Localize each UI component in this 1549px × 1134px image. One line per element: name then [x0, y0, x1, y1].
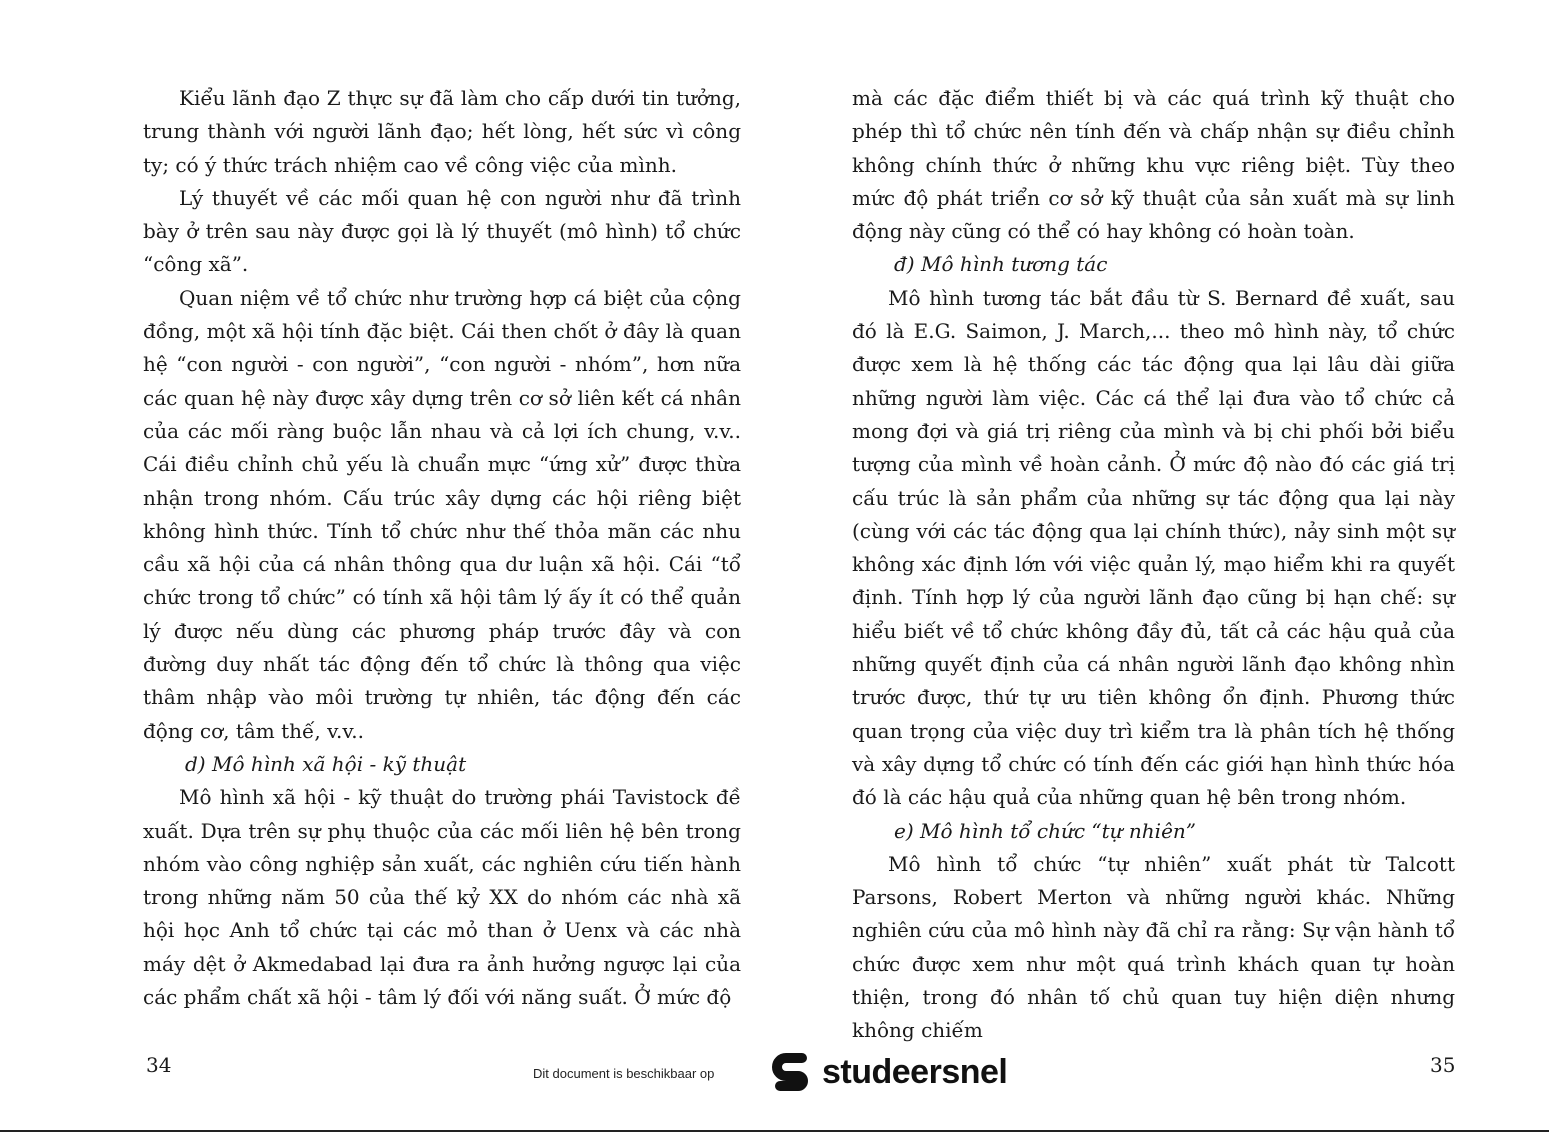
left-paragraph-3: Quan niệm về tổ chức như trường hợp cá biệt của cộng đồng, một xã hội tính đặc biệt. Cái then chốt ở đây là quan hệ “con người - con người”, “con người - nhóm”, hơn nữa các quan hệ này được xây dựng trên cơ sở liên kết cá nhân của các mối ràng buộc lẫn nhau và cả lợi ích chung, v.v.. Cái điều chỉnh chủ yếu là chuẩn mực “ứng xử” được thừa nhận trong nhóm. Cấu trúc xây dựng các hội riêng biệt không hình thức. Tính tổ chức như thế thỏa mãn các nhu cầu xã hội của cá nhân thông qua dư luận xã hội. Cái “tổ chức trong tổ chức” có tính xã hội tâm lý ấy ít có thể quản lý được nếu dùng các phương pháp trước đây và con đường duy nhất tác động đến tổ chức là thông qua việc thâm nhập vào môi trường tự nhiên, tác động đến các động cơ, tâm thế, v.v..	[143, 285, 741, 743]
page-number-right: 35	[1430, 1053, 1456, 1077]
bottom-rule	[0, 1130, 1549, 1132]
left-paragraph-4: Mô hình xã hội - kỹ thuật do trường phái Tavistock đề xuất. Dựa trên sự phụ thuộc của các mối liên hệ bên trong nhóm vào công nghiệp sản xuất, các nghiên cứu tiến hành trong những năm 50 của thế kỷ XX do nhóm các nhà xã hội học Anh tổ chức tại các mỏ than ở Uenx và các nhà máy dệt ở Akmedabad lại đưa ra ảnh hưởng ngược lại của các phẩm chất xã hội - tâm lý đối với năng suất. Ở mức độ	[143, 785, 741, 1010]
footer-availability-note: Dit document is beschikbaar op	[533, 1066, 715, 1081]
right-paragraph-natural: Mô hình tổ chức “tự nhiên” xuất phát từ Talcott Parsons, Robert Merton và những người khác. Những nghiên cứu của mô hình này đã chỉ ra rằng: Sự vận hành tổ chức được xem như một quá trình khách quan tự hoàn thiện, trong đó nhân tố chủ quan tuy hiện diện nhưng không chiếm	[852, 851, 1455, 1043]
left-paragraph-2: Lý thuyết về các mối quan hệ con người như đã trình bày ở trên sau này được gọi là lý thuyết (mô hình) tổ chức “công xã”.	[143, 185, 741, 277]
left-paragraph-1: Kiểu lãnh đạo Z thực sự đã làm cho cấp dưới tin tưởng, trung thành với người lãnh đạo; hết lòng, hết sức vì công ty; có ý thức trách nhiệm cao về công việc của mình.	[143, 86, 741, 177]
left-page	[143, 82, 741, 1014]
studeersnel-logo-icon	[768, 1048, 816, 1096]
heading-social-technical-model: d) Mô hình xã hội - kỹ thuật	[185, 751, 467, 776]
right-paragraph-interaction: Mô hình tương tác bắt đầu từ S. Bernard đề xuất, sau đó là E.G. Saimon, J. March,... theo mô hình này, tổ chức được xem là hệ thống các tác động qua lại lâu dài giữa những người làm việc. Các cá thể lại đưa vào tổ chức cả mong đợi và giá trị riêng của mình và bị chi phối bởi biểu tượng của mình về hoàn cảnh. Ở mức độ nào đó các giá trị cấu trúc là sản phẩm của những sự tác động qua lại này (cùng với các tác động qua lại chính thức), nảy sinh một sự không xác định lớn với việc quản lý, mạo hiểm khi ra quyết định. Tính hợp lý của người lãnh đạo cũng bị hạn chế: sự hiểu biết về tổ chức không đầy đủ, tất cả các hậu quả của những quyết định của cá nhân người lãnh đạo không nhìn trước được, thứ tự ưu tiên không ổn định. Phương thức quan trọng của việc duy trì kiểm tra là phân tích hệ thống và xây dựng tổ chức có tính đến các giới hạn hình thức hóa đó là các hậu quả của những quan hệ bên trong nhóm.	[852, 285, 1455, 810]
heading-natural-model: e) Mô hình tổ chức “tự nhiên”	[894, 818, 1197, 843]
right-continuation-paragraph: mà các đặc điểm thiết bị và các quá trình kỹ thuật cho phép thì tổ chức nên tính đến và chấp nhận sự điều chỉnh không chính thức ở những khu vực riêng biệt. Tùy theo mức độ phát triển cơ sở kỹ thuật của sản xuất mà sự linh động này cũng có thể có hay không có hoàn toàn.	[852, 86, 1455, 244]
right-page	[852, 82, 1455, 1048]
page-number-left: 34	[146, 1053, 172, 1077]
heading-interaction-model: đ) Mô hình tương tác	[894, 252, 1108, 277]
brand-name: studeersnel	[822, 1052, 1008, 1091]
studeersnel-brand[interactable]	[768, 1048, 1007, 1096]
